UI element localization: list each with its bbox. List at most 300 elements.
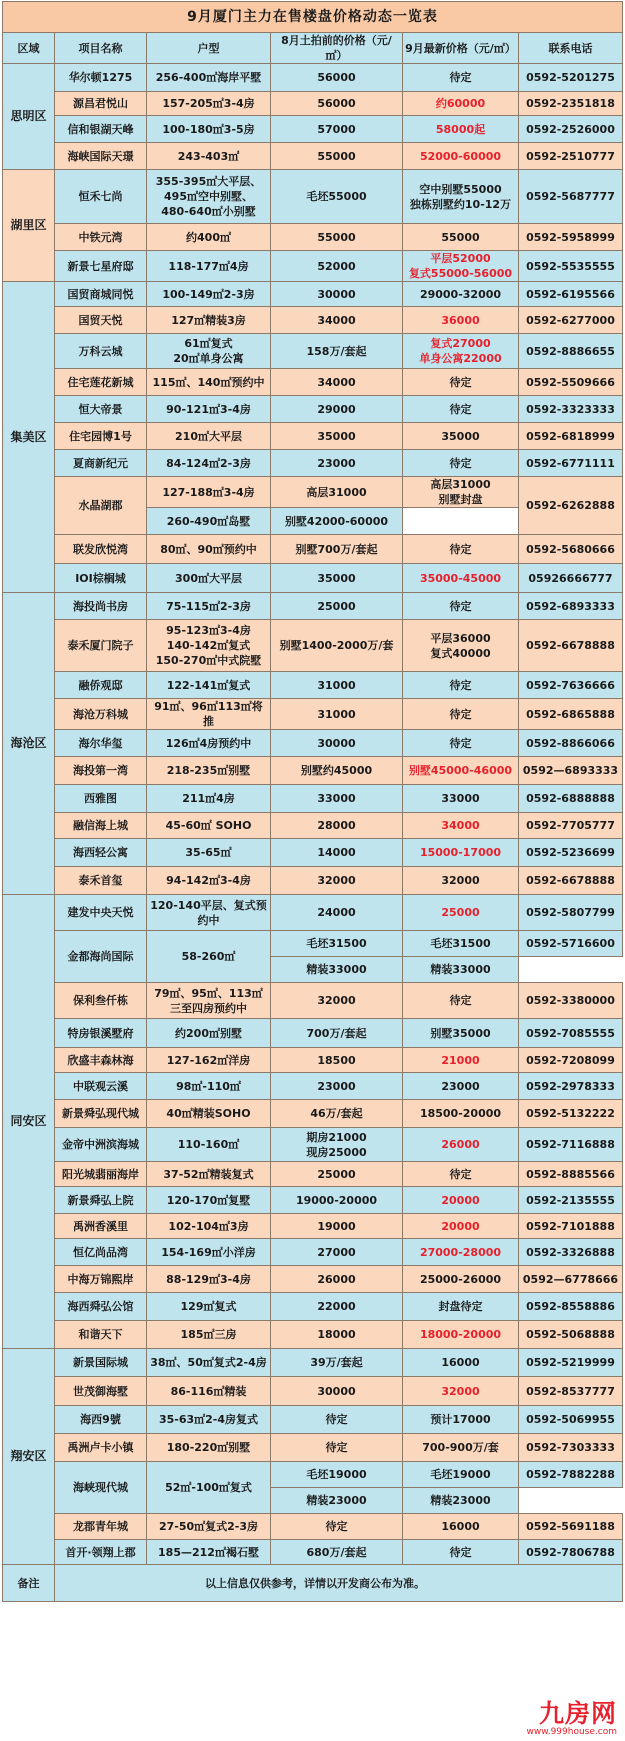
layout-cell: 35-63㎡2-4房复式: [147, 1406, 271, 1434]
layout-cell: 102-104㎡3房: [147, 1214, 271, 1239]
project-name-cell: IOI棕榈城: [55, 564, 147, 593]
table-row: [3, 620, 623, 672]
table-row: [3, 931, 623, 957]
phone-cell: 0592-5958999: [519, 224, 623, 251]
table-row: [3, 1019, 623, 1048]
september-price-cell: 待定: [403, 1540, 519, 1565]
project-name-cell: 万科云城: [55, 334, 147, 369]
august-price-cell: 24000: [271, 895, 403, 931]
layout-cell: 90-121㎡3-4房: [147, 396, 271, 423]
table-row: [3, 251, 623, 282]
august-price-cell: 22000: [271, 1293, 403, 1321]
september-price-cell: 高层31000 别墅封盘: [403, 477, 519, 508]
layout-cell: 52㎡-100㎡复式: [147, 1462, 271, 1514]
august-price-cell: 毛坯55000: [271, 170, 403, 224]
layout-cell: 120-170㎡复墅: [147, 1187, 271, 1214]
september-price-cell: 别墅35000: [403, 1019, 519, 1048]
phone-cell: 0592-3323333: [519, 396, 623, 423]
table-row: [3, 170, 623, 224]
table-row: [3, 307, 623, 334]
project-name-cell: 住宅园博1号: [55, 423, 147, 450]
layout-cell: 256-400㎡海岸平墅: [147, 64, 271, 92]
header-layout: 户型: [147, 33, 271, 64]
layout-cell: 38㎡、50㎡复式2-4房: [147, 1349, 271, 1377]
phone-cell: 0592-5219999: [519, 1349, 623, 1377]
table-row: [3, 1048, 623, 1073]
layout-cell: 210㎡大平层: [147, 423, 271, 450]
table-row: [3, 1540, 623, 1565]
phone-cell: 0592-8866066: [519, 730, 623, 757]
table-row: [3, 1349, 623, 1377]
watermark-url: www.999house.com: [526, 1727, 617, 1737]
august-price-cell: 毛坯31500: [271, 931, 403, 957]
table-row: [3, 224, 623, 251]
phone-cell: 0592-8886655: [519, 334, 623, 369]
price-table: [2, 1, 623, 1602]
layout-cell: 37-52㎡精装复式: [147, 1162, 271, 1187]
august-price-cell: 30000: [271, 1377, 403, 1406]
august-price-cell: 期房21000 现房25000: [271, 1128, 403, 1162]
september-price-cell: 16000: [403, 1514, 519, 1540]
august-price-cell: 34000: [271, 369, 403, 396]
project-name-cell: 金都海尚国际: [55, 931, 147, 983]
september-price-cell: 待定: [403, 64, 519, 92]
table-row: [3, 785, 623, 813]
phone-cell: 0592-5236699: [519, 839, 623, 867]
august-price-cell: 待定: [271, 1514, 403, 1540]
august-price-cell: 55000: [271, 143, 403, 170]
project-name-cell: 海沧万科城: [55, 699, 147, 730]
project-name-cell: 新景舜弘上院: [55, 1187, 147, 1214]
phone-cell: 0592-5068888: [519, 1321, 623, 1349]
layout-cell: 118-177㎡4房: [147, 251, 271, 282]
phone-cell: 0592-7636666: [519, 672, 623, 699]
september-price-cell: 平层36000 复式40000: [403, 620, 519, 672]
district-cell: 湖里区: [3, 170, 55, 282]
layout-cell: 61㎡复式 20㎡单身公寓: [147, 334, 271, 369]
phone-cell: 0592-6893333: [519, 593, 623, 620]
august-price-cell: 33000: [271, 785, 403, 813]
table-row: [3, 983, 623, 1019]
phone-cell: 0592-3380000: [519, 983, 623, 1019]
phone-cell: 0592-7085555: [519, 1019, 623, 1048]
layout-cell: 129㎡复式: [147, 1293, 271, 1321]
phone-cell: 0592-5680666: [519, 535, 623, 564]
phone-cell: 0592-7208099: [519, 1048, 623, 1073]
september-price-cell: 待定: [403, 983, 519, 1019]
august-price-cell: 700万/套起: [271, 1019, 403, 1048]
table-row: [3, 1293, 623, 1321]
table-row: [3, 895, 623, 931]
layout-cell: 27-50㎡复式2-3房: [147, 1514, 271, 1540]
phone-cell: 0592-8537777: [519, 1377, 623, 1406]
september-price-cell: 待定: [403, 730, 519, 757]
table-row: [3, 369, 623, 396]
project-name-cell: 国贸天悦: [55, 307, 147, 334]
phone-cell: 0592-2510777: [519, 143, 623, 170]
august-price-cell: 34000: [271, 307, 403, 334]
table-row: [3, 593, 623, 620]
august-price-cell: 32000: [271, 867, 403, 895]
august-price-cell: 19000: [271, 1214, 403, 1239]
august-price-cell: 别墅1400-2000万/套: [271, 620, 403, 672]
august-price-cell: 25000: [271, 1162, 403, 1187]
august-price-cell: 精装23000: [271, 1488, 403, 1514]
project-name-cell: 世茂御海墅: [55, 1377, 147, 1406]
layout-cell: 95-123㎡3-4房 140-142㎡复式 150-270㎡中式院墅: [147, 620, 271, 672]
september-price-cell: 20000: [403, 1187, 519, 1214]
project-name-cell: 夏商新纪元: [55, 450, 147, 477]
table-row: [3, 1239, 623, 1266]
august-price-cell: 19000-20000: [271, 1187, 403, 1214]
september-price-cell: 18500-20000: [403, 1100, 519, 1128]
phone-cell: 0592-6678888: [519, 620, 623, 672]
september-price-cell: 精装33000: [403, 957, 519, 983]
august-price-cell: 别墅700万/套起: [271, 535, 403, 564]
september-price-cell: 29000-32000: [403, 282, 519, 307]
september-price-cell: 18000-20000: [403, 1321, 519, 1349]
note-text: 以上信息仅供参考，详情以开发商公布为准。: [55, 1565, 623, 1602]
project-name-cell: 海投尚书房: [55, 593, 147, 620]
project-name-cell: 泰禾厦门院子: [55, 620, 147, 672]
september-price-cell: 平层52000 复式55000-56000: [403, 251, 519, 282]
layout-cell: 154-169㎡小洋房: [147, 1239, 271, 1266]
september-price-cell: 毛坯31500: [403, 931, 519, 957]
table-row: [3, 672, 623, 699]
project-name-cell: 龙郡青年城: [55, 1514, 147, 1540]
layout-cell: 88-129㎡3-4房: [147, 1266, 271, 1293]
project-name-cell: 和谐天下: [55, 1321, 147, 1349]
august-price-cell: 别墅42000-60000: [271, 508, 403, 535]
august-price-cell: 57000: [271, 116, 403, 143]
project-name-cell: 海西9號: [55, 1406, 147, 1434]
project-name-cell: 恒禾七尚: [55, 170, 147, 224]
table-row: [3, 396, 623, 423]
table-row: [3, 1266, 623, 1293]
project-name-cell: 华尔顿1275: [55, 64, 147, 92]
phone-cell: 0592-6865888: [519, 699, 623, 730]
august-price-cell: 680万/套起: [271, 1540, 403, 1565]
title-row: [3, 2, 623, 33]
august-price-cell: 46万/套起: [271, 1100, 403, 1128]
project-name-cell: 中海万锦熙岸: [55, 1266, 147, 1293]
september-price-cell: 32000: [403, 1377, 519, 1406]
table-row: [3, 1462, 623, 1488]
september-price-cell: 35000: [403, 423, 519, 450]
september-price-cell: 55000: [403, 224, 519, 251]
phone-cell: 0592-6771111: [519, 450, 623, 477]
phone-cell: 0592-2135555: [519, 1187, 623, 1214]
layout-cell: 94-142㎡3-4房: [147, 867, 271, 895]
phone-cell: 0592-5535555: [519, 251, 623, 282]
project-name-cell: 海投第一湾: [55, 757, 147, 785]
august-price-cell: 精装33000: [271, 957, 403, 983]
project-name-cell: 住宅莲花新城: [55, 369, 147, 396]
phone-cell: 0592-6888888: [519, 785, 623, 813]
watermark-logo-text: 九房网: [538, 1699, 617, 1728]
table-row: [3, 1377, 623, 1406]
project-name-cell: 禹洲香溪里: [55, 1214, 147, 1239]
september-price-cell: 待定: [403, 672, 519, 699]
layout-cell: 91㎡、96㎡113㎡将推: [147, 699, 271, 730]
layout-cell: 35-65㎡: [147, 839, 271, 867]
layout-cell: 300㎡大平层: [147, 564, 271, 593]
layout-cell: 122-141㎡复式: [147, 672, 271, 699]
august-price-cell: 高层31000: [271, 477, 403, 508]
district-cell: 集美区: [3, 282, 55, 593]
september-price-cell: 16000: [403, 1349, 519, 1377]
august-price-cell: 31000: [271, 699, 403, 730]
project-name-cell: 泰禾首玺: [55, 867, 147, 895]
table-row: [3, 450, 623, 477]
september-price-cell: 32000: [403, 867, 519, 895]
project-name-cell: 西雅图: [55, 785, 147, 813]
project-name-cell: 禹洲卢卡小镇: [55, 1434, 147, 1462]
september-price-cell: 35000-45000: [403, 564, 519, 593]
district-cell: 海沧区: [3, 593, 55, 895]
project-name-cell: 新景舜弘现代城: [55, 1100, 147, 1128]
phone-cell: 0592-6818999: [519, 423, 623, 450]
layout-cell: 185—212㎡褐石墅: [147, 1540, 271, 1565]
layout-cell: 126㎡4房预约中: [147, 730, 271, 757]
project-name-cell: 特房银溪墅府: [55, 1019, 147, 1048]
phone-cell: 0592-5201275: [519, 64, 623, 92]
layout-cell: 120-140平层、复式预 约中: [147, 895, 271, 931]
table-row: [3, 1406, 623, 1434]
phone-cell: 0592-7882288: [519, 1462, 623, 1488]
phone-cell: 0592-2351818: [519, 92, 623, 116]
phone-cell: 0592-5807799: [519, 895, 623, 931]
august-price-cell: 32000: [271, 983, 403, 1019]
phone-cell: 0592-5069955: [519, 1406, 623, 1434]
phone-cell: 0592-5509666: [519, 369, 623, 396]
september-price-cell: 700-900万/套: [403, 1434, 519, 1462]
august-price-cell: 52000: [271, 251, 403, 282]
project-name-cell: 海尔华玺: [55, 730, 147, 757]
september-price-cell: 23000: [403, 1073, 519, 1100]
august-price-cell: 待定: [271, 1406, 403, 1434]
phone-cell: 0592-5687777: [519, 170, 623, 224]
september-price-cell: 26000: [403, 1128, 519, 1162]
august-price-cell: 158万/套起: [271, 334, 403, 369]
table-row: [3, 64, 623, 92]
table-row: [3, 1321, 623, 1349]
august-price-cell: 35000: [271, 564, 403, 593]
september-price-cell: 待定: [403, 396, 519, 423]
august-price-cell: 31000: [271, 672, 403, 699]
project-name-cell: 中铁元湾: [55, 224, 147, 251]
table-row: [3, 1128, 623, 1162]
layout-cell: 79㎡、95㎡、113㎡ 三至四房预约中: [147, 983, 271, 1019]
phone-cell: 0592—6778666: [519, 1266, 623, 1293]
layout-cell: 185㎡三房: [147, 1321, 271, 1349]
note-row: [3, 1565, 623, 1602]
project-name-cell: 海西轻公寓: [55, 839, 147, 867]
table-row: [3, 867, 623, 895]
layout-cell: 218-235㎡别墅: [147, 757, 271, 785]
layout-cell: 127㎡精装3房: [147, 307, 271, 334]
september-price-cell: 待定: [403, 450, 519, 477]
project-name-cell: 欣盛丰森林海: [55, 1048, 147, 1073]
layout-cell: 157-205㎡3-4房: [147, 92, 271, 116]
layout-cell: 100-180㎡3-5房: [147, 116, 271, 143]
district-cell: 翔安区: [3, 1349, 55, 1565]
header-project: 项目名称: [55, 33, 147, 64]
layout-cell: 127-188㎡3-4房: [147, 477, 271, 508]
project-name-cell: 首开·领翔上郡: [55, 1540, 147, 1565]
note-label: 备注: [3, 1565, 55, 1602]
district-cell: 同安区: [3, 895, 55, 1349]
phone-cell: 0592-2526000: [519, 116, 623, 143]
september-price-cell: 34000: [403, 813, 519, 839]
layout-cell: 75-115㎡2-3房: [147, 593, 271, 620]
layout-cell: 40㎡精装SOHO: [147, 1100, 271, 1128]
layout-cell: 211㎡4房: [147, 785, 271, 813]
august-price-cell: 23000: [271, 1073, 403, 1100]
table-row: [3, 477, 623, 508]
table-row: [3, 92, 623, 116]
august-price-cell: 30000: [271, 730, 403, 757]
september-price-cell: 27000-28000: [403, 1239, 519, 1266]
layout-cell: 100-149㎡2-3房: [147, 282, 271, 307]
header-august-price: 8月土拍前的价格（元/㎡）: [271, 33, 403, 64]
project-name-cell: 建发中央天悦: [55, 895, 147, 931]
table-row: [3, 1162, 623, 1187]
phone-cell: 0592-6678888: [519, 867, 623, 895]
phone-cell: 0592-5132222: [519, 1100, 623, 1128]
september-price-cell: 待定: [403, 369, 519, 396]
layout-cell: 84-124㎡2-3房: [147, 450, 271, 477]
september-price-cell: 预计17000: [403, 1406, 519, 1434]
table-row: [3, 116, 623, 143]
september-price-cell: 25000: [403, 895, 519, 931]
layout-cell: 45-60㎡ SOHO: [147, 813, 271, 839]
phone-cell: 0592-3326888: [519, 1239, 623, 1266]
table-row: [3, 1187, 623, 1214]
project-name-cell: 保利叁仟栋: [55, 983, 147, 1019]
header-september-price: 9月最新价格（元/㎡）: [403, 33, 519, 64]
september-price-cell: 21000: [403, 1048, 519, 1073]
table-row: [3, 699, 623, 730]
layout-cell: 约400㎡: [147, 224, 271, 251]
august-price-cell: 35000: [271, 423, 403, 450]
project-name-cell: 海西舜弘公馆: [55, 1293, 147, 1321]
project-name-cell: 信和银湖天峰: [55, 116, 147, 143]
august-price-cell: 18500: [271, 1048, 403, 1073]
table-row: [3, 334, 623, 369]
september-price-cell: 36000: [403, 307, 519, 334]
layout-cell: 80㎡、90㎡预约中: [147, 535, 271, 564]
table-row: [3, 1073, 623, 1100]
project-name-cell: 源昌君悦山: [55, 92, 147, 116]
august-price-cell: 56000: [271, 92, 403, 116]
table-row: [3, 1214, 623, 1239]
august-price-cell: 29000: [271, 396, 403, 423]
table-row: [3, 143, 623, 170]
project-name-cell: 联发欣悦湾: [55, 535, 147, 564]
header-row: [3, 33, 623, 64]
layout-cell: 115㎡、140㎡预约中: [147, 369, 271, 396]
project-name-cell: 恒亿尚品湾: [55, 1239, 147, 1266]
september-price-cell: 精装23000: [403, 1488, 519, 1514]
table-row: [3, 1514, 623, 1540]
august-price-cell: 39万/套起: [271, 1349, 403, 1377]
table-row: [3, 1100, 623, 1128]
table-row: [3, 730, 623, 757]
phone-cell: 0592-5716600: [519, 931, 623, 957]
phone-cell: 0592-6195566: [519, 282, 623, 307]
september-price-cell: 15000-17000: [403, 839, 519, 867]
project-name-cell: 融侨观邸: [55, 672, 147, 699]
september-price-cell: 待定: [403, 699, 519, 730]
project-name-cell: 融信海上城: [55, 813, 147, 839]
phone-cell: 0592-7101888: [519, 1214, 623, 1239]
layout-cell: 约200㎡别墅: [147, 1019, 271, 1048]
phone-cell: 0592-6277000: [519, 307, 623, 334]
project-name-cell: 新景国际城: [55, 1349, 147, 1377]
layout-cell: 243-403㎡: [147, 143, 271, 170]
august-price-cell: 23000: [271, 450, 403, 477]
project-name-cell: 恒大帝景: [55, 396, 147, 423]
table-row: [3, 1434, 623, 1462]
table-row: [3, 564, 623, 593]
table-row: [3, 757, 623, 785]
august-price-cell: 26000: [271, 1266, 403, 1293]
phone-cell: 0592-6262888: [519, 477, 623, 535]
layout-cell: 58-260㎡: [147, 931, 271, 983]
august-price-cell: 30000: [271, 282, 403, 307]
layout-cell: 260-490㎡岛墅: [147, 508, 271, 535]
table-row: [3, 535, 623, 564]
layout-cell: 110-160㎡: [147, 1128, 271, 1162]
layout-cell: 127-162㎡洋房: [147, 1048, 271, 1073]
august-price-cell: 毛坯19000: [271, 1462, 403, 1488]
phone-cell: 0592-7705777: [519, 813, 623, 839]
project-name-cell: 水晶湖郡: [55, 477, 147, 535]
september-price-cell: 25000-26000: [403, 1266, 519, 1293]
project-name-cell: 中联观云溪: [55, 1073, 147, 1100]
august-price-cell: 25000: [271, 593, 403, 620]
project-name-cell: 国贸商城同悦: [55, 282, 147, 307]
september-price-cell: 待定: [403, 593, 519, 620]
phone-cell: 0592-8885566: [519, 1162, 623, 1187]
september-price-cell: 空中别墅55000 独栋别墅约10-12万: [403, 170, 519, 224]
price-table-container: [2, 1, 622, 1602]
september-price-cell: 待定: [403, 535, 519, 564]
phone-cell: 0592-5691188: [519, 1514, 623, 1540]
project-name-cell: 新景七星府邸: [55, 251, 147, 282]
table-row: [3, 282, 623, 307]
table-row: [3, 423, 623, 450]
layout-cell: 180-220㎡别墅: [147, 1434, 271, 1462]
september-price-cell: 别墅45000-46000: [403, 757, 519, 785]
layout-cell: 98㎡-110㎡: [147, 1073, 271, 1100]
august-price-cell: 14000: [271, 839, 403, 867]
project-name-cell: 海峡现代城: [55, 1462, 147, 1514]
phone-cell: 05926666777: [519, 564, 623, 593]
project-name-cell: 阳光城翡丽海岸: [55, 1162, 147, 1187]
district-cell: 思明区: [3, 64, 55, 170]
watermark-logo: [526, 1701, 617, 1737]
september-price-cell: 待定: [403, 1162, 519, 1187]
september-price-cell: 封盘待定: [403, 1293, 519, 1321]
september-price-cell: 52000-60000: [403, 143, 519, 170]
august-price-cell: 18000: [271, 1321, 403, 1349]
project-name-cell: 金帝中洲滨海城: [55, 1128, 147, 1162]
september-price-cell: 约60000: [403, 92, 519, 116]
september-price-cell: 毛坯19000: [403, 1462, 519, 1488]
september-price-cell: 20000: [403, 1214, 519, 1239]
